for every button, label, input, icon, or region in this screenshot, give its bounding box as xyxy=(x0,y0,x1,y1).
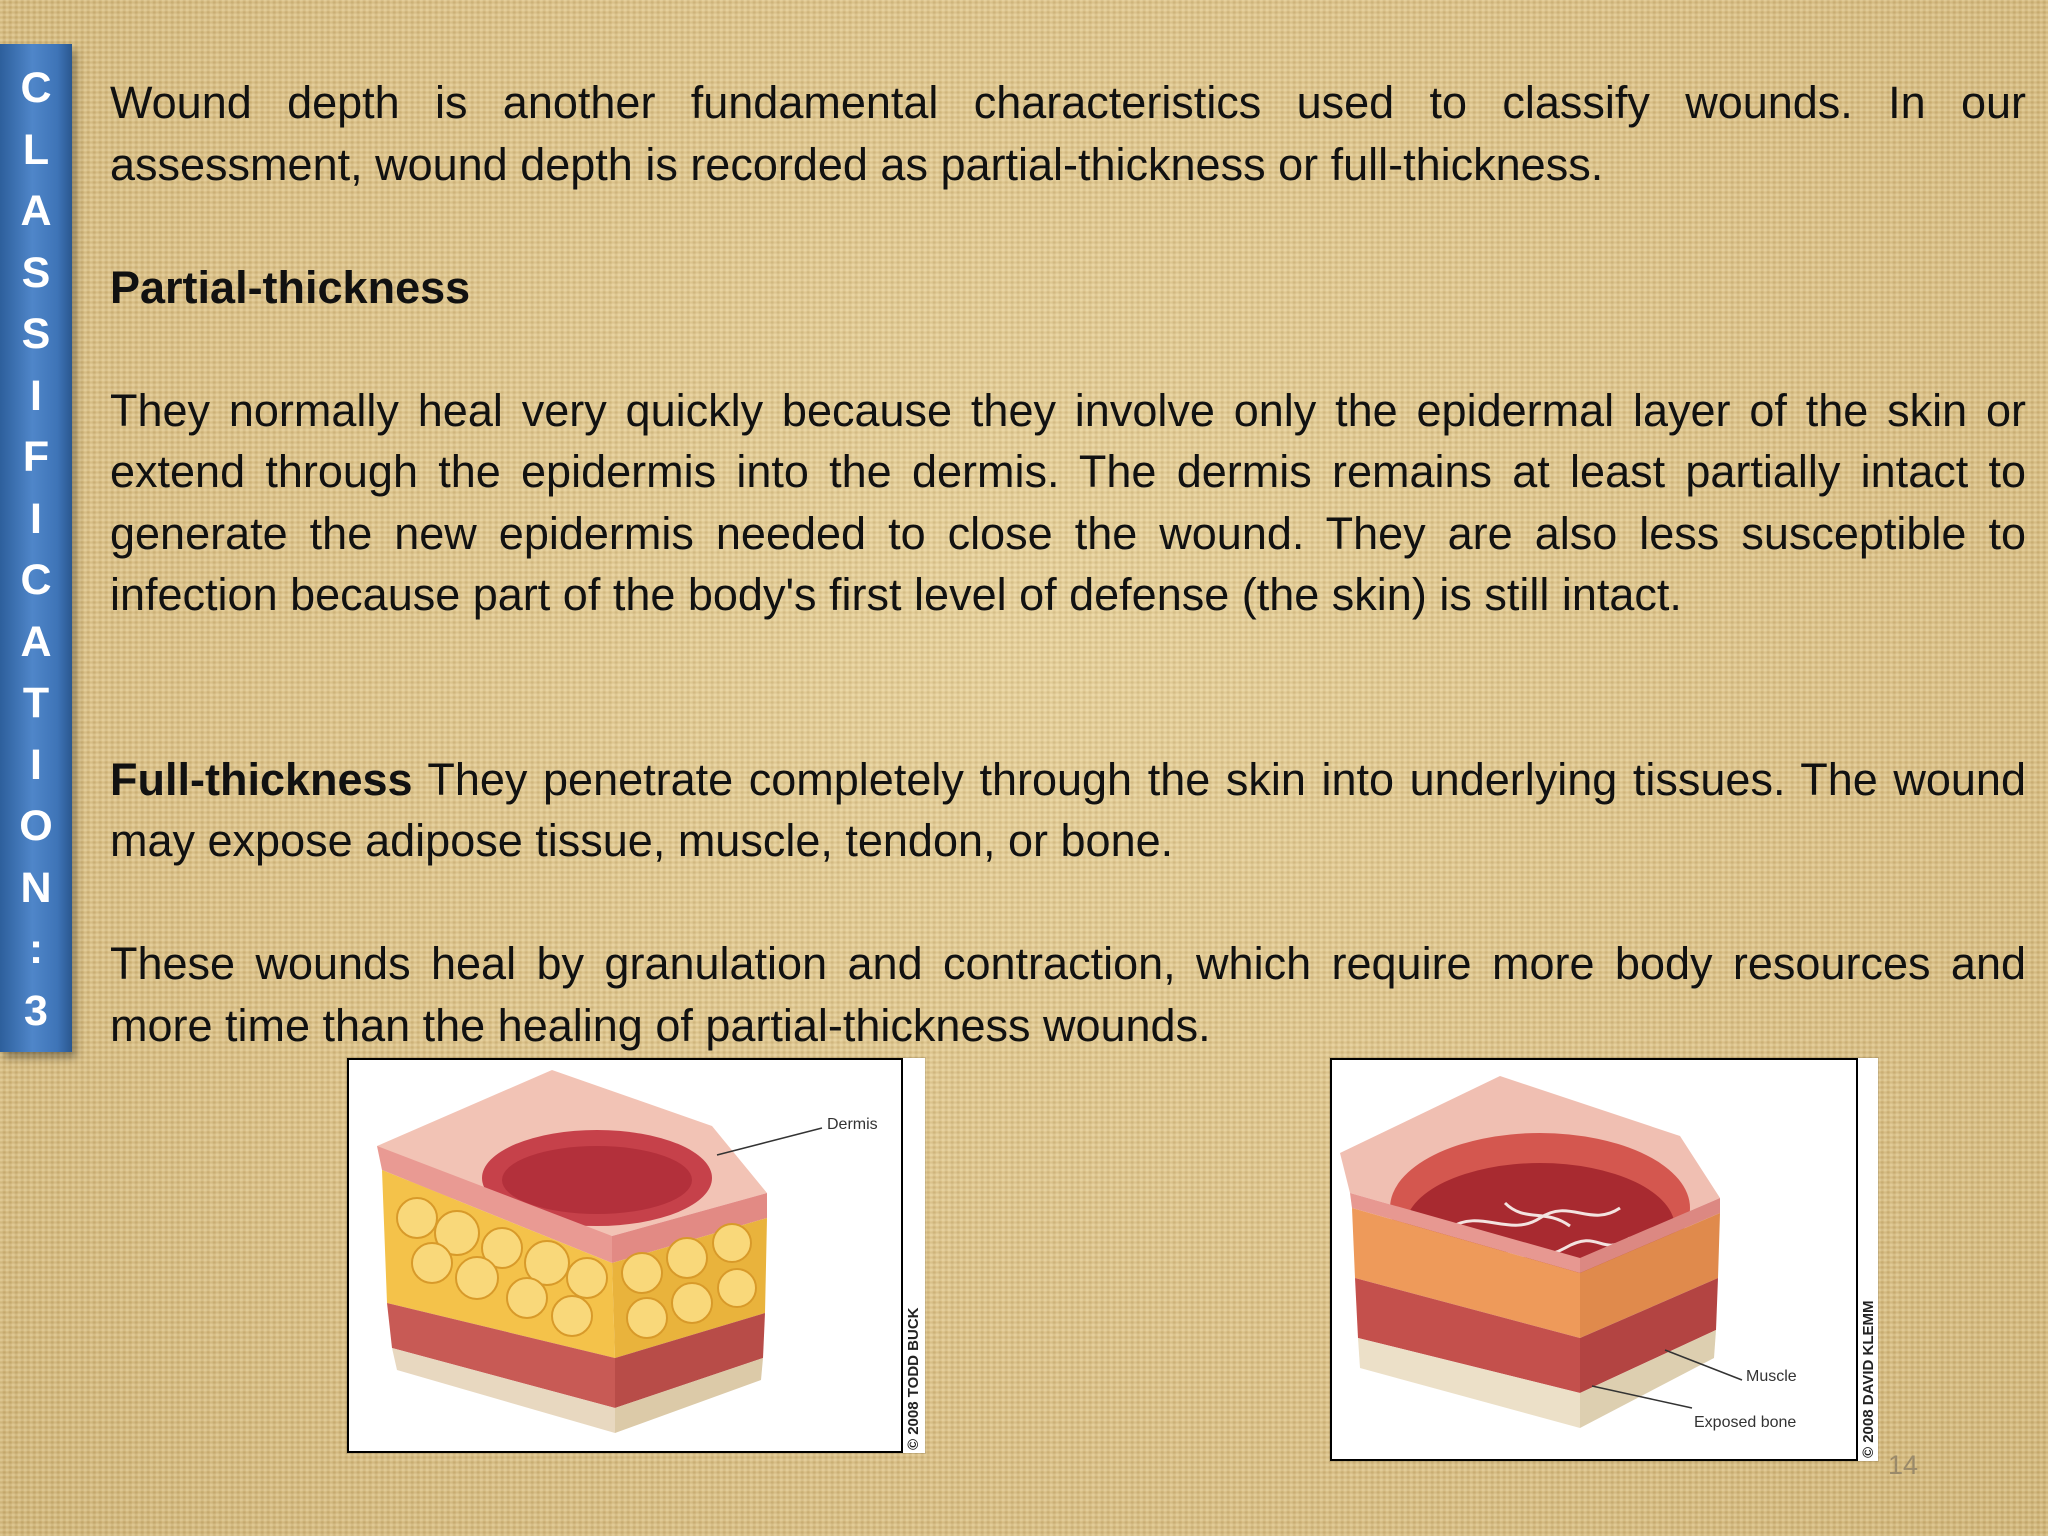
muscle-label: Muscle xyxy=(1746,1368,1797,1385)
banner-letter: A xyxy=(20,187,52,235)
banner-letter: : xyxy=(28,925,44,973)
banner-letter: S xyxy=(21,248,51,297)
banner-letter: I xyxy=(30,371,42,420)
figure-frame xyxy=(347,1058,903,1453)
full-thickness-heading: Full-thickness xyxy=(110,753,413,805)
side-banner-classification xyxy=(0,44,72,1052)
banner-letter: I xyxy=(30,740,42,789)
banner-letter: N xyxy=(20,863,52,912)
partial-thickness-heading: Partial-thickness xyxy=(110,261,471,313)
figure-frame xyxy=(1330,1058,1858,1461)
illustration-credit: © 2008 TODD BUCK xyxy=(905,1307,922,1450)
slide-content xyxy=(110,72,2026,1056)
banner-letter: F xyxy=(22,433,50,481)
banner-letter: 3 xyxy=(24,986,48,1035)
banner-letter: A xyxy=(20,617,52,666)
banner-letter: T xyxy=(22,679,50,727)
exposed-bone-label: Exposed bone xyxy=(1694,1414,1797,1431)
banner-letter: C xyxy=(20,64,52,112)
dermis-label: Dermis xyxy=(827,1116,878,1133)
intro-paragraph: Wound depth is another fundamental characteristics used to classify wounds. In our assessment, wound depth is recorded as partial-thickness or full-thickness. xyxy=(110,77,2026,190)
full-thickness-body: They penetrate completely through the skin into underlying tissues. The wound may expose adipose tissue, muscle, tendon, or bone. xyxy=(110,753,2026,866)
page-number: 14 xyxy=(1888,1450,1919,1480)
illustration-credit: © 2008 DAVID KLEMM xyxy=(1860,1300,1877,1458)
healing-paragraph: These wounds heal by granulation and contraction, which require more body resources and more time than the healing of partial-thickness wounds. xyxy=(110,938,2026,1051)
partial-thickness-paragraph: They normally heal very quickly because they involve only the epidermal layer of the skin or extend through the epidermis into the dermis. The dermis remains at least partially intact to generate the new epidermis needed to close the wound. They are also less susceptible to infection because part of the body's first level of defense (the skin) is still intact. xyxy=(110,384,2026,620)
full-thickness-illustration xyxy=(1330,1058,1878,1461)
banner-letter: S xyxy=(21,310,51,358)
banner-letter: C xyxy=(20,556,52,604)
banner-letter: O xyxy=(19,802,53,850)
full-thickness-paragraph xyxy=(110,749,2026,872)
banner-letter: L xyxy=(22,125,50,174)
partial-thickness-illustration xyxy=(347,1058,925,1453)
banner-letter: I xyxy=(30,494,42,543)
